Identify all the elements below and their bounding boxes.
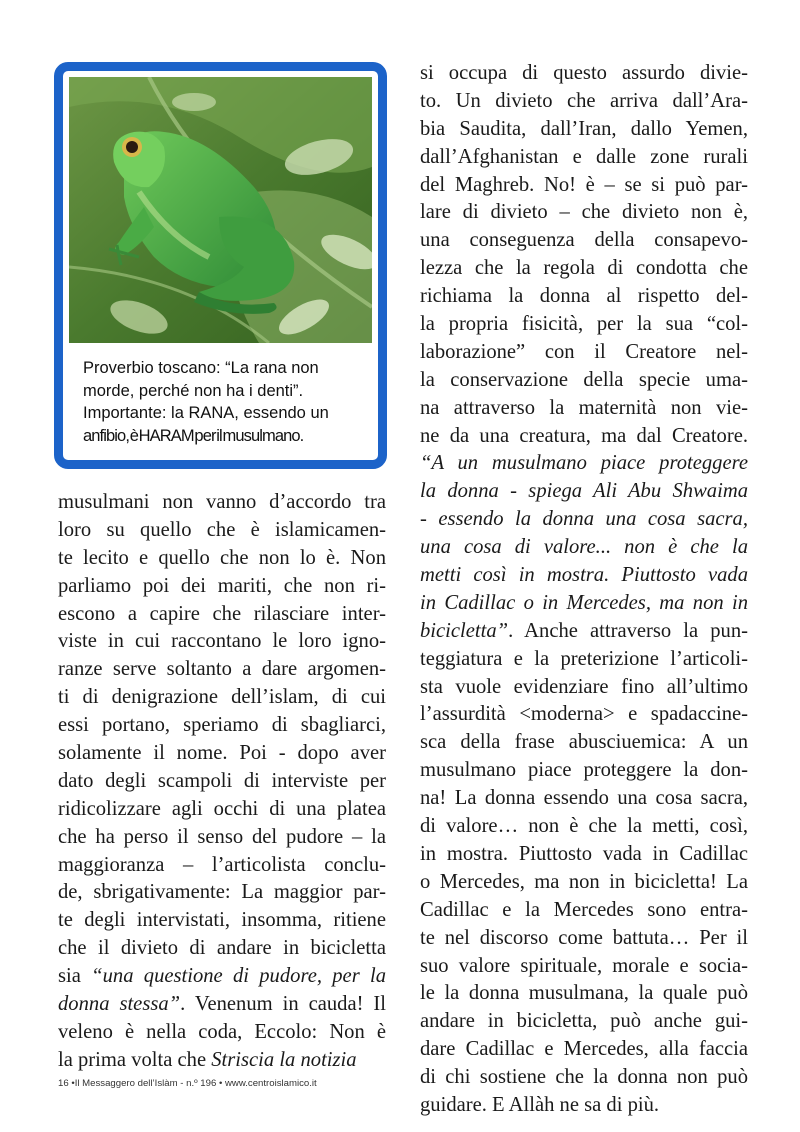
italic-run: “una questione di pudore, per la — [91, 965, 386, 988]
italic-run: in Cadillac o in Mercedes, ma non in — [420, 591, 748, 614]
text-line: ti di denigrazione dell’islam, di cui — [58, 686, 386, 709]
text-line: te nel discorso come battuta… Per il — [420, 926, 748, 949]
caption-line: anfibio, è HARAM per il musulmano. — [83, 426, 304, 445]
text-line: di valore… non è che la metti, così, — [420, 815, 748, 838]
text-line: che ha perso il senso del pudore – la — [58, 825, 386, 848]
italic-run: Striscia la notizia — [211, 1048, 357, 1071]
text-line: essi portano, speriamo di sbagliarci, — [58, 714, 386, 737]
text-line: le la donna musulmana, la quale può — [420, 982, 748, 1005]
italic-run: metti così in mostra. Piuttosto vada — [420, 564, 748, 587]
text-line: lezza che la regola di condotta che — [420, 257, 748, 280]
text-line: sta vuole evidenziare fino all’ultimo — [420, 675, 748, 698]
text-line: guidare. E Allàh ne sa di più. — [420, 1093, 660, 1116]
figure-caption — [83, 357, 373, 447]
text-line: Cadillac e la Mercedes sono entra- — [420, 898, 748, 921]
text-line — [420, 450, 748, 478]
italic-run: - essendo la donna una cosa sacra, — [420, 508, 748, 531]
text-line: bicicletta”. Anche attraverso la pun- — [420, 619, 748, 642]
text-line: viste in cui raccontano le loro igno- — [58, 630, 386, 653]
text-line: la propria fisicità, per la sua “col- — [420, 313, 748, 336]
text-line: suo valore spirituale, morale e socia- — [420, 954, 748, 977]
text-line: la prima volta che Striscia la notizia — [58, 1048, 357, 1071]
caption-line: Proverbio toscano: “La rana non — [83, 359, 319, 377]
text-line: teggiatura e la preterizione l’articoli- — [420, 647, 748, 670]
right-text-column — [420, 60, 748, 1120]
page-footer: 16 •Il Messaggero dell’Islàm - n.º 196 • www.centroislamico.it — [58, 1078, 317, 1089]
image-caption-box — [54, 62, 387, 469]
text-line: in mostra. Piuttosto vada in Cadillac — [420, 842, 748, 865]
text-line: dato degli scampoli di interviste per — [58, 769, 386, 792]
text-line: maggioranza – l’articolista conclu- — [58, 853, 386, 876]
text-line: musulmani non vanno d’accordo tra — [58, 491, 386, 513]
text-line: musulmano piace proteggere la don- — [420, 759, 748, 782]
italic-run: donna stessa” — [58, 993, 181, 1016]
text-line: veleno è nella coda, Eccolo: Non è — [58, 1020, 386, 1043]
text-line: sca della frase abusciuemica: A un — [420, 731, 748, 754]
frog-illustration — [69, 77, 372, 343]
text-line: parliamo poi dei mariti, che non ri- — [58, 574, 386, 597]
text-line: la conservazione della specie uma- — [420, 368, 748, 391]
text-line: che il divieto di andare in bicicletta — [58, 937, 386, 960]
text-line: de, sbrigativamente: La maggior par- — [58, 881, 386, 904]
caption-line: Importante: la RANA, essendo un — [83, 404, 329, 422]
text-line: solamente il nome. Poi - dopo aver — [58, 742, 386, 765]
text-line: bia Saudita, dall’Iran, dallo Yemen, — [420, 117, 748, 140]
left-text-column — [58, 489, 386, 1075]
text-line: to. Un divieto che arriva dall’Ara- — [420, 89, 748, 112]
text-line: na! La donna essendo una cosa sacra, — [420, 787, 748, 810]
text-line: richiama la donna al rispetto del- — [420, 285, 748, 308]
italic-run: “A un musulmano piace proteggere — [420, 452, 748, 475]
italic-run: la donna - spiega Ali Abu Shwaima — [420, 480, 748, 503]
text-line: una conseguenza della consapevo- — [420, 229, 748, 252]
frog-photo — [69, 77, 372, 343]
text-line: andare in bicicletta, può anche gui- — [420, 1010, 748, 1033]
text-line: sia “una questione di pudore, per la — [58, 965, 386, 988]
text-line: o Mercedes, ma non in bicicletta! La — [420, 870, 748, 893]
text-line — [420, 534, 748, 562]
text-line — [420, 562, 748, 590]
text-line: ranze serve soltanto a dare argomen- — [58, 658, 386, 681]
text-line: ridicolizzare agli occhi di una platea — [58, 797, 386, 820]
text-line: ne da una creatura, ma dal Creatore. — [420, 424, 748, 447]
text-line: escono a capire che rilasciare inter- — [58, 602, 386, 625]
text-line: si occupa di questo assurdo divie- — [420, 62, 748, 84]
italic-run: una cosa di valore... non è che la — [420, 536, 748, 559]
caption-line: morde, perché non ha i denti”. — [83, 381, 304, 400]
text-line: l’assurdità <moderna> e spadaccine- — [420, 703, 748, 726]
text-line — [420, 506, 748, 534]
text-line: dare Cadillac e Mercedes, alla faccia — [420, 1038, 748, 1061]
text-line: lare di divieto – che divieto non è, — [420, 201, 748, 224]
text-line: del Maghreb. No! è – se si può par- — [420, 173, 748, 196]
text-line — [420, 478, 748, 506]
text-line: loro su quello che è islamicamen- — [58, 518, 386, 541]
text-line: donna stessa”. Venenum in cauda! Il — [58, 993, 386, 1016]
text-line: di chi sostiene che la donna non può — [420, 1066, 748, 1089]
italic-run: bicicletta” — [420, 619, 509, 642]
text-line: te degli intervistati, insomma, ritiene — [58, 909, 386, 932]
text-line — [420, 590, 748, 618]
text-line: laborazione” con il Creatore nel- — [420, 340, 748, 363]
text-line: na attraverso la maternità non vie- — [420, 396, 748, 419]
text-line: te lecito e quello che non lo è. Non — [58, 546, 386, 569]
text-line: dall’Afghanistan e dalle zone rurali — [420, 145, 748, 168]
